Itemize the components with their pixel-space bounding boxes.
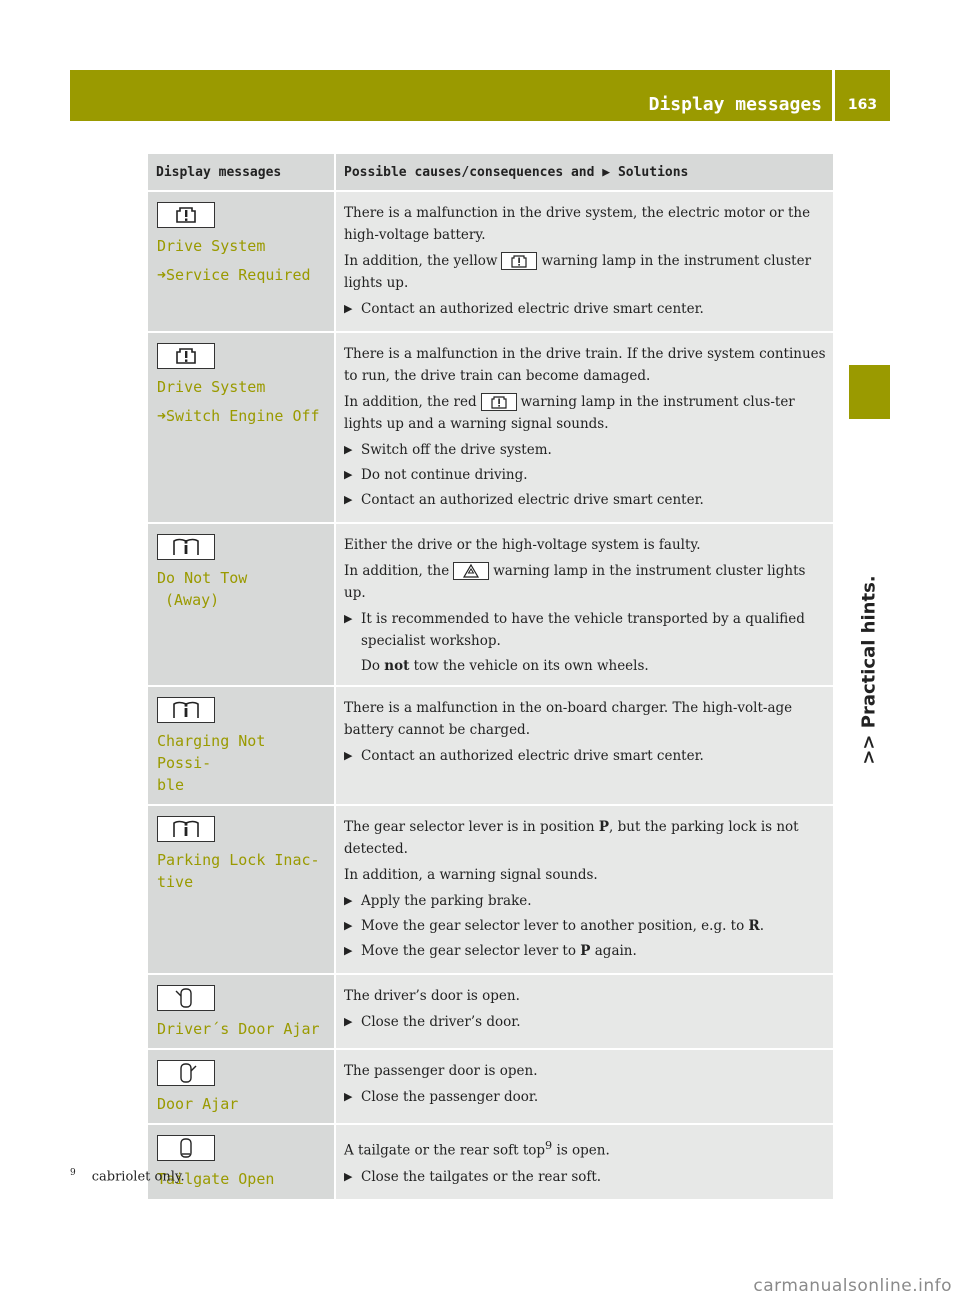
solution-cell [335, 974, 833, 1049]
step-text: Apply the parking brake. [361, 893, 532, 909]
step-triangle-icon: ▶ [344, 894, 353, 907]
chapter-label: >> Practical hints. [858, 575, 880, 765]
step-triangle-icon: ▶ [344, 612, 353, 625]
display-text: Charging Not Possi- [157, 732, 266, 772]
table-header-row [148, 154, 833, 191]
cause-text: There is a malfunction in the drive train. If the drive system continues to run, the drive train can become damaged. [344, 346, 826, 384]
step-text-b: again. [594, 943, 637, 959]
table-row [148, 974, 833, 1049]
step-text: Contact an authorized electric drive smart center. [361, 492, 704, 508]
step-text: Do not continue driving. [361, 467, 528, 483]
solution-cell [335, 332, 833, 523]
watermark: carmanualsonline.info [753, 1276, 952, 1296]
solution-step [344, 745, 826, 767]
cause-text: The passenger door is open. [344, 1063, 538, 1079]
tow-note-a: Do [361, 658, 380, 674]
lamp-text [344, 391, 826, 435]
display-cell [148, 332, 335, 523]
gear-position-r: R [748, 918, 760, 934]
drive-system-warning-icon [157, 343, 215, 369]
step-text: Close the passenger door. [361, 1089, 539, 1105]
lamp-text [344, 560, 826, 604]
cause-text [344, 816, 826, 860]
tow-note-b: tow the vehicle on its own wheels. [413, 658, 649, 674]
cause-text-b: is open. [556, 1142, 610, 1159]
gear-position-p: P [598, 819, 610, 835]
display-subtext [157, 264, 326, 286]
solution-cell [335, 686, 833, 805]
solution-step [344, 298, 826, 320]
drive-system-lamp-icon [481, 393, 517, 411]
display-subtext: (Away) [165, 591, 220, 609]
step-text: Switch off the drive system. [361, 442, 552, 458]
cause-text-a: A tailgate or the rear soft top [344, 1142, 546, 1159]
step-triangle-icon: ▶ [344, 919, 353, 932]
step-triangle-icon: ▶ [344, 302, 353, 315]
table-row [148, 332, 833, 523]
cause-text: The driver’s door is open. [344, 988, 520, 1004]
step-text-a: Move the gear selector lever to [361, 943, 576, 959]
info-icon [157, 697, 215, 723]
table-row [148, 686, 833, 805]
step-triangle-icon: ▶ [344, 443, 353, 456]
footnote-mark: 9 [70, 1168, 76, 1178]
cause-text: There is a malfunction in the drive system, the electric motor or the high-voltage battery. [344, 205, 811, 243]
step-text: Contact an authorized electric drive smart center. [361, 301, 704, 317]
cause-text: There is a malfunction in the on-board charger. The high-volt-age battery cannot be charged. [344, 700, 793, 738]
display-text: Drive System [157, 378, 266, 396]
solutions-arrow-icon: ▶ [602, 164, 611, 180]
lamp-text-b: warning lamp in the instrument clus-ter lights up and a warning signal sounds. [344, 394, 795, 432]
solution-cell [335, 1124, 833, 1200]
step-text: It is recommended to have the vehicle transported by a qualified specialist workshop. [361, 611, 805, 649]
display-text: Tailgate Open [157, 1170, 275, 1188]
page-section-title: Display messages [648, 94, 822, 115]
display-messages-table [148, 154, 833, 1201]
lamp-text-a: In addition, the red [344, 394, 477, 410]
display-text: Do Not Tow [157, 569, 248, 587]
solution-step [344, 489, 826, 511]
display-subtext [157, 405, 326, 427]
table-row [148, 191, 833, 332]
display-cell [148, 1124, 335, 1200]
drive-system-warning-icon [157, 202, 215, 228]
display-cell [148, 805, 335, 974]
right-arrow-icon: ➜ [157, 266, 167, 284]
lamp-text-a: In addition, the yellow [344, 253, 498, 269]
info-icon [157, 534, 215, 560]
display-cell [148, 686, 335, 805]
solution-step [344, 915, 826, 937]
step-text: Close the driver’s door. [361, 1014, 521, 1030]
lamp-text-b: warning lamp in the instrument cluster lights up. [344, 253, 812, 291]
signal-text: In addition, a warning signal sounds. [344, 867, 598, 883]
page-number: 163 [847, 97, 878, 113]
header-bar [70, 70, 890, 121]
display-subtext-label: Switch Engine Off [166, 407, 320, 425]
step-text: Contact an authorized electric drive smart center. [361, 748, 704, 764]
step-text-b: . [759, 918, 765, 934]
display-text: Door Ajar [157, 1095, 239, 1113]
table-row [148, 1124, 833, 1200]
display-cell [148, 1049, 335, 1124]
solution-step [344, 608, 826, 652]
drive-system-lamp-icon [501, 252, 537, 270]
display-text: Drive System [157, 237, 266, 255]
step-text [361, 940, 637, 962]
solution-cell [335, 523, 833, 686]
lamp-text-b: warning lamp in the instrument cluster lights up. [344, 563, 806, 601]
footnote [70, 1168, 185, 1184]
display-subtext: ble [157, 776, 185, 794]
solution-cell [335, 1049, 833, 1124]
cause-text: Either the drive or the high-voltage system is faulty. [344, 537, 701, 553]
step-triangle-icon: ▶ [344, 493, 353, 506]
column-header-suffix: Solutions [617, 164, 689, 180]
solution-step [344, 1011, 826, 1033]
column-header-display-messages: Display messages [148, 154, 335, 191]
solution-step [344, 940, 826, 962]
info-icon [157, 816, 215, 842]
step-triangle-icon: ▶ [344, 468, 353, 481]
display-text: Parking Lock Inac- [157, 851, 320, 869]
footnote-ref: 9 [545, 1139, 553, 1152]
lamp-text-a: In addition, the [344, 563, 450, 579]
display-cell [148, 191, 335, 332]
cause-text-a: The gear selector lever is in position [344, 819, 595, 835]
display-cell [148, 974, 335, 1049]
right-arrow-icon: ➜ [157, 407, 167, 425]
step-text [361, 915, 764, 937]
chapter-tab [849, 365, 890, 419]
solution-step [344, 464, 826, 486]
column-header-causes-solutions [335, 154, 833, 191]
display-cell [148, 523, 335, 686]
step-triangle-icon: ▶ [344, 1015, 353, 1028]
passenger-door-icon [157, 1060, 215, 1086]
step-triangle-icon: ▶ [344, 1169, 353, 1183]
table-row [148, 523, 833, 686]
table-row [148, 1049, 833, 1124]
solution-cell [335, 191, 833, 332]
drivers-door-icon [157, 985, 215, 1011]
column-header-prefix: Possible causes/consequences and [344, 164, 595, 180]
step-text-a: Move the gear selector lever to another position, e.g. to [361, 918, 745, 934]
step-triangle-icon: ▶ [344, 749, 353, 762]
step-text: Close the tailgates or the rear soft. [361, 1168, 602, 1185]
step-triangle-icon: ▶ [344, 944, 353, 957]
tow-note [361, 655, 826, 677]
lamp-text [344, 250, 826, 294]
step-triangle-icon: ▶ [344, 1090, 353, 1103]
cause-text-b: , but the parking lock is not detected. [344, 819, 799, 857]
display-subtext: tive [157, 873, 194, 891]
solution-cell [335, 805, 833, 974]
table-row [148, 805, 833, 974]
display-text: Driver´s Door Ajar [157, 1020, 320, 1038]
display-subtext-label: Service Required [166, 266, 311, 284]
footnote-text: cabriolet only. [91, 1169, 185, 1185]
tailgate-icon [157, 1135, 215, 1161]
solution-step [344, 890, 826, 912]
solution-step [344, 439, 826, 461]
cause-text [344, 1135, 826, 1162]
solution-step [344, 1086, 826, 1108]
solution-step [344, 1166, 826, 1188]
gear-position-p: P [580, 943, 591, 959]
warning-triangle-lamp-icon [453, 562, 489, 580]
tow-note-bold: not [384, 658, 410, 674]
